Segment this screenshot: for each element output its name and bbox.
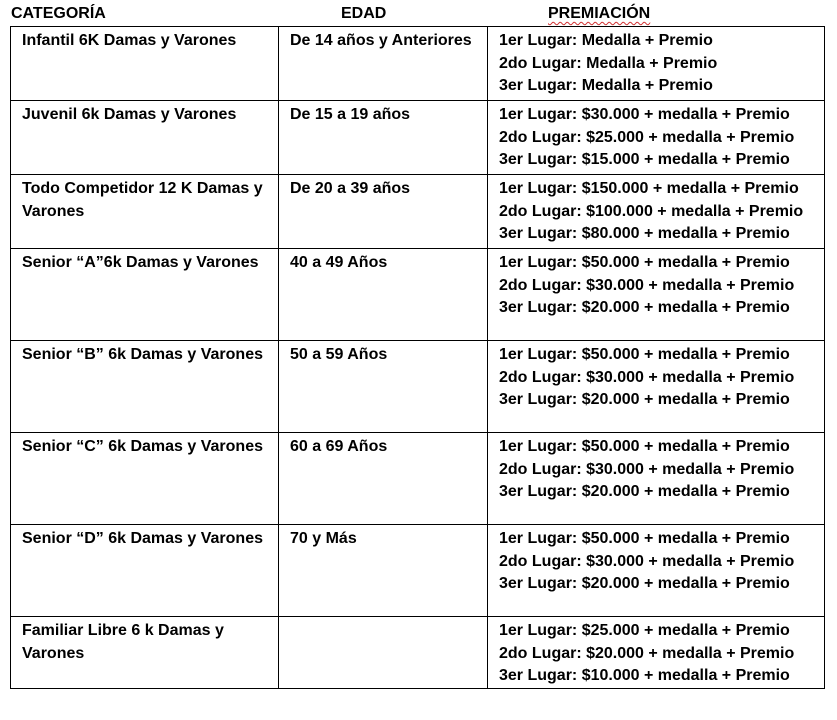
header-edad: EDAD — [341, 5, 387, 22]
edad-cell: De 15 a 19 años — [279, 101, 488, 175]
premiacion-cell — [488, 249, 825, 341]
prize-line: 3er Lugar: $80.000 + medalla + Premio — [499, 225, 790, 242]
premiacion-cell — [488, 433, 825, 525]
categoria-cell: Senior “C” 6k Damas y Varones — [11, 433, 279, 525]
table-row — [11, 525, 825, 617]
prize-line: 1er Lugar: Medalla + Premio — [499, 32, 713, 49]
prize-line: 1er Lugar: $50.000 + medalla + Premio — [499, 254, 790, 271]
prize-line: 2do Lugar: $25.000 + medalla + Premio — [499, 128, 795, 146]
table-row — [11, 27, 825, 101]
categoria-cell: Senior “D” 6k Damas y Varones — [11, 525, 279, 617]
prize-line: 3er Lugar: $20.000 + medalla + Premio — [499, 483, 790, 500]
header-premiacion: PREMIACIÓN — [548, 5, 651, 22]
prize-line: 2do Lugar: $30.000 + medalla + Premio — [499, 368, 795, 386]
categoria-cell: Infantil 6K Damas y Varones — [11, 27, 279, 101]
edad-cell — [279, 617, 488, 689]
prize-line: 1er Lugar: $25.000 + medalla + Premio — [499, 622, 790, 639]
prize-line: 1er Lugar: $150.000 + medalla + Premio — [499, 180, 799, 197]
premiacion-cell — [488, 341, 825, 433]
table-row — [11, 249, 825, 341]
prize-table — [10, 26, 825, 689]
table-row — [11, 175, 825, 249]
prize-line: 3er Lugar: $20.000 + medalla + Premio — [499, 575, 790, 592]
prize-line: 3er Lugar: $10.000 + medalla + Premio — [499, 667, 790, 684]
edad-cell: De 14 años y Anteriores — [279, 27, 488, 101]
categoria-cell: Juvenil 6k Damas y Varones — [11, 101, 279, 175]
prize-line: 2do Lugar: $30.000 + medalla + Premio — [499, 276, 795, 294]
premiacion-cell — [488, 175, 825, 249]
categoria-cell: Familiar Libre 6 k Damas y Varones — [11, 617, 279, 689]
premiacion-cell — [488, 101, 825, 175]
edad-cell: 40 a 49 Años — [279, 249, 488, 341]
edad-cell: 50 a 59 Años — [279, 341, 488, 433]
prize-line: 1er Lugar: $30.000 + medalla + Premio — [499, 106, 790, 123]
prize-line: 1er Lugar: $50.000 + medalla + Premio — [499, 346, 790, 363]
header-categoria: CATEGORÍA — [11, 5, 106, 22]
prize-line: 2do Lugar: $30.000 + medalla + Premio — [499, 552, 795, 570]
prize-line: 3er Lugar: Medalla + Premio — [499, 77, 713, 94]
premiacion-cell — [488, 617, 825, 689]
prize-line: 3er Lugar: $20.000 + medalla + Premio — [499, 391, 790, 408]
edad-cell: 70 y Más — [279, 525, 488, 617]
premiacion-cell — [488, 525, 825, 617]
prize-line: 1er Lugar: $50.000 + medalla + Premio — [499, 530, 790, 547]
prize-line: 3er Lugar: $15.000 + medalla + Premio — [499, 151, 790, 168]
prize-line: 2do Lugar: Medalla + Premio — [499, 54, 718, 72]
prize-line: 2do Lugar: $100.000 + medalla + Premio — [499, 202, 804, 220]
prize-line: 3er Lugar: $20.000 + medalla + Premio — [499, 299, 790, 316]
edad-cell: De 20 a 39 años — [279, 175, 488, 249]
categoria-cell: Senior “B” 6k Damas y Varones — [11, 341, 279, 433]
premiacion-cell — [488, 27, 825, 101]
categoria-cell: Senior “A”6k Damas y Varones — [11, 249, 279, 341]
edad-cell: 60 a 69 Años — [279, 433, 488, 525]
table-row — [11, 101, 825, 175]
prize-line: 1er Lugar: $50.000 + medalla + Premio — [499, 438, 790, 455]
table-row — [11, 341, 825, 433]
prize-line: 2do Lugar: $30.000 + medalla + Premio — [499, 460, 795, 478]
table-row — [11, 617, 825, 689]
categoria-cell: Todo Competidor 12 K Damas y Varones — [11, 175, 279, 249]
table-row — [11, 433, 825, 525]
table-header — [0, 0, 837, 26]
prize-line: 2do Lugar: $20.000 + medalla + Premio — [499, 644, 795, 662]
